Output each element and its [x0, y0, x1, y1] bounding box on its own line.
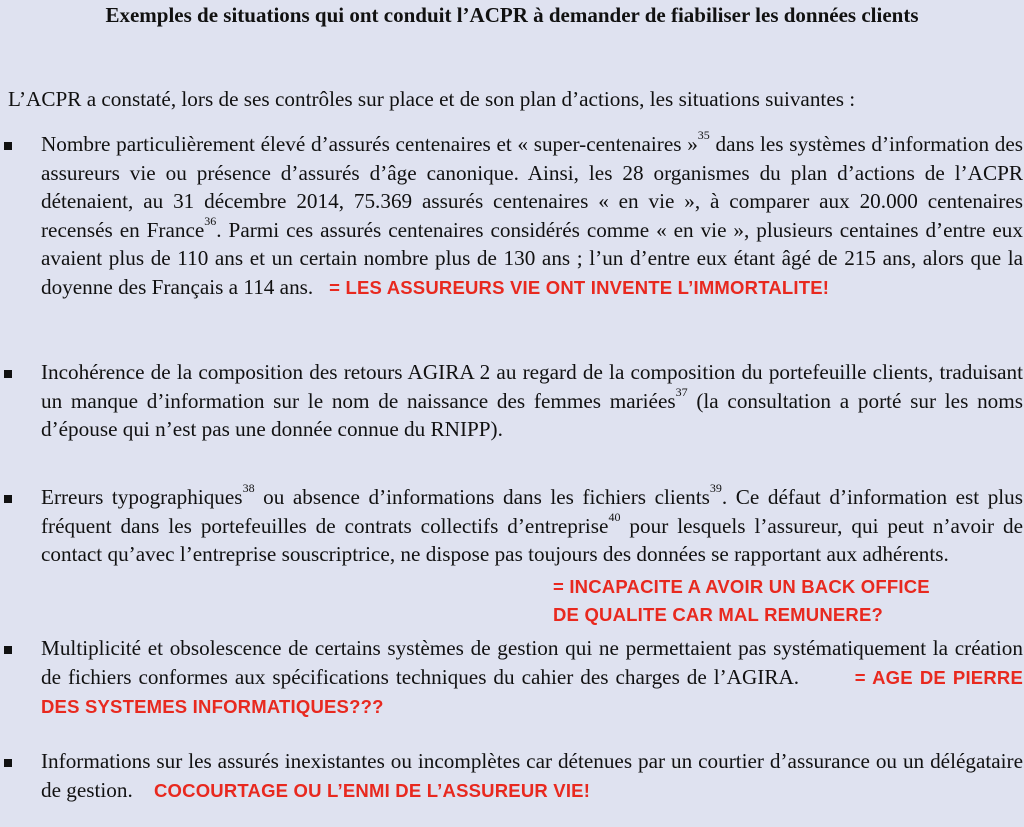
bullet-icon: [4, 495, 12, 503]
footnote-ref: 35: [697, 128, 710, 142]
list-item-typographic-errors: [41, 483, 1023, 569]
footnote-ref: 40: [608, 509, 621, 524]
footnote-ref: 36: [204, 213, 217, 228]
item-text: . Parmi ces assurés centenaires considérés comme « en vie », plusieurs centaines d’entre eux avaient plus de 110 ans et un certain nombre plus de 130 ans ; l’un d’entre eux étant âgé de 215 ans, alors que la doyenne des Français a 114 ans.: [41, 217, 1023, 299]
item-text: ou absence d’informations dans les fichiers clients: [254, 485, 710, 509]
list-item-centenarians: [41, 130, 1023, 303]
item-text: . Ce défaut d’information est plus fréquent dans les portefeuilles de contrats collectifs d’entreprise: [41, 485, 1024, 538]
item-text: Informations sur les assurés inexistantes ou incomplètes car détenues par un courtier d’assurance ou un délégataire de gestion.: [41, 749, 1023, 802]
bullet-icon: [4, 759, 12, 767]
footnote-ref: 37: [675, 384, 688, 399]
item-text: Incohérence de la composition des retours AGIRA 2 au regard de la composition du portefeuille clients, traduisant un manque d’information sur le nom de naissance des femmes mariées: [41, 360, 1023, 413]
footnote-ref: 38: [242, 481, 255, 495]
red-annotation: = LES ASSUREURS VIE ONT INVENTE L’IMMORTALITE!: [329, 276, 830, 298]
list-item-agira-inconsistency: [41, 358, 1023, 444]
red-annotation: DE QUALITE CAR MAL REMUNERE?: [553, 604, 884, 625]
bullet-icon: [4, 370, 12, 378]
page-title: Exemples de situations qui ont conduit l’ACPR à demander de fiabiliser les données clients: [105, 3, 919, 27]
intro-paragraph: L’ACPR a constaté, lors de ses contrôles sur place et de son plan d’actions, les situations suivantes :: [8, 87, 856, 111]
bullet-icon: [4, 646, 12, 654]
item-text: Multiplicité et obsolescence de certains systèmes de gestion qui ne permettaient pas systématiquement la création de fichiers conformes aux spécifications techniques du cahier des charges de l’AGIRA.: [41, 636, 1023, 689]
red-annotation: = AGE DE PIERRE DES SYSTEMES INFORMATIQUES???: [41, 666, 1024, 718]
item-text: Nombre particulièrement élevé d’assurés centenaires et « super-centenaires »: [41, 132, 698, 156]
red-annotation: COCOURTAGE OU L’ENMI DE L’ASSUREUR VIE!: [153, 779, 591, 801]
red-annotation: = INCAPACITE A AVOIR UN BACK OFFICE: [553, 576, 930, 597]
footnote-ref: 39: [709, 481, 722, 495]
bullet-icon: [4, 142, 12, 150]
item-text: Erreurs typographiques: [41, 485, 243, 509]
list-item-legacy-systems: [41, 634, 1023, 722]
list-item-broker-data: [41, 747, 1023, 805]
item-text: (la consultation a porté sur les noms d’épouse qui n’est pas une donnée connue du RNIPP).: [41, 388, 1023, 442]
item-text: dans les systèmes d’information des assureurs vie ou présence d’assurés d’âge canonique. Ainsi, les 28 organismes du plan d’actions de l’ACPR détenaient, au 31 décembre 2014, 75.369 assurés centenaires « en vie », à comparer aux 20.000 centenaires recensés en France: [41, 132, 1023, 242]
item-text: pour lesquels l’assureur, qui peut n’avoir de contact qu’avec l’entreprise souscriptrice, ne dispose pas toujours des données se rapportant aux adhérents.: [41, 513, 1023, 567]
